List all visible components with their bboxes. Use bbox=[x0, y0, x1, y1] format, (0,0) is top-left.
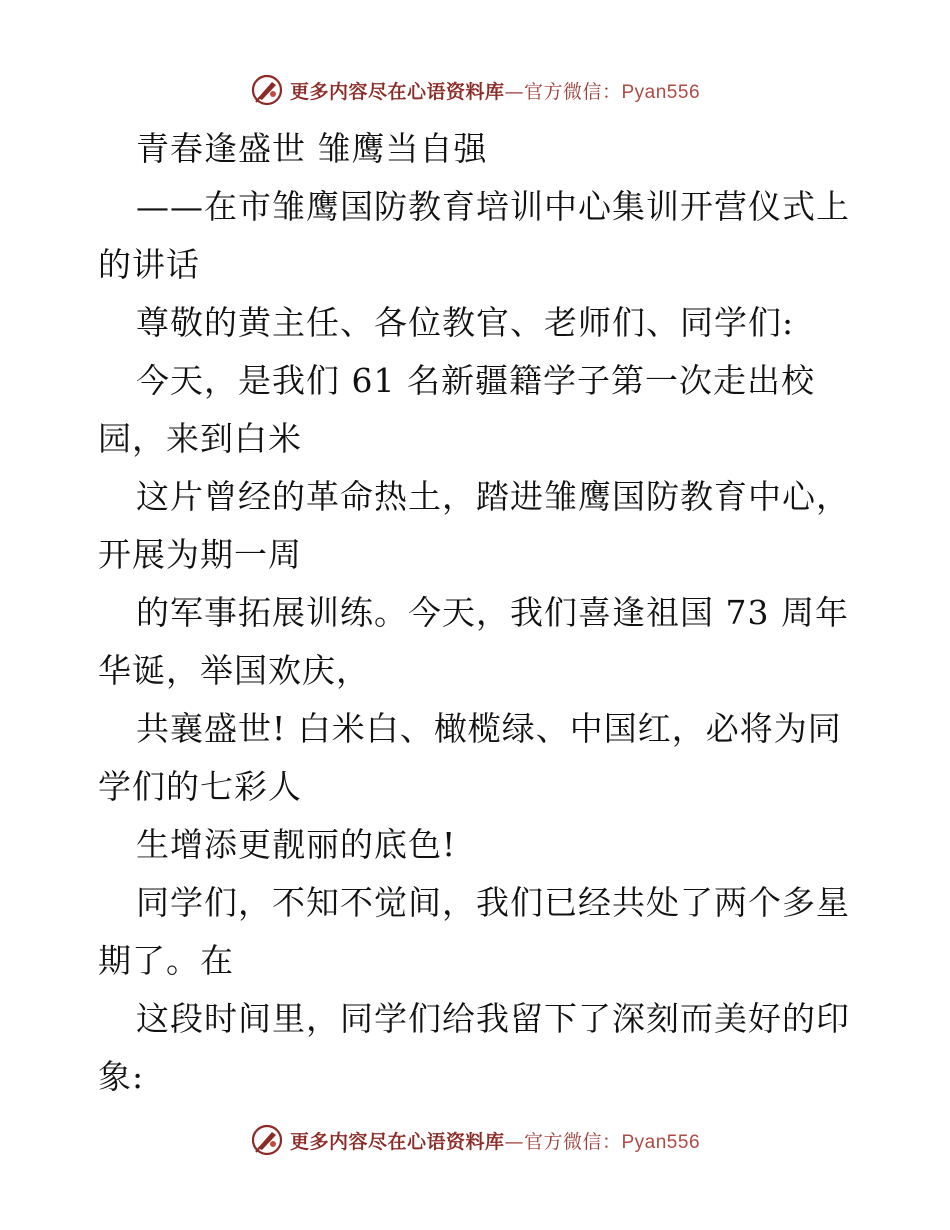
header-wechat-id: Pyan556 bbox=[621, 81, 701, 103]
text-line: 今天，是我们 61 名新疆籍学子第一次走出校 bbox=[136, 361, 815, 400]
footer-main-text: 更多内容尽在心语资料库 bbox=[289, 1130, 505, 1153]
text-line: 园，来到白米 bbox=[98, 419, 302, 458]
text-line: 华诞，举国欢庆， bbox=[98, 651, 370, 690]
quill-logo-icon bbox=[250, 1123, 284, 1157]
text-line: 尊敬的黄主任、各位教官、老师们、同学们: bbox=[136, 303, 795, 342]
text-line: 学们的七彩人 bbox=[98, 767, 302, 806]
quill-logo-icon bbox=[250, 73, 284, 107]
header-wechat-label: 官方微信： bbox=[523, 80, 622, 103]
text-line: 青春逢盛世 雏鹰当自强 bbox=[136, 129, 488, 168]
document-body bbox=[98, 120, 858, 1106]
text-line: 共襄盛世! 白米白、橄榄绿、中国红，必将为同 bbox=[136, 709, 842, 748]
header-banner-text bbox=[290, 77, 700, 104]
header-banner bbox=[0, 70, 950, 110]
header-main-text: 更多内容尽在心语资料库 bbox=[289, 80, 505, 103]
text-line: 这段时间里，同学们给我留下了深刻而美好的印 bbox=[136, 999, 850, 1038]
text-line: 期了。在 bbox=[98, 941, 234, 980]
footer-banner-text bbox=[290, 1127, 700, 1154]
text-line: 象: bbox=[98, 1057, 145, 1096]
header-separator: — bbox=[504, 80, 524, 103]
text-line: 的讲话 bbox=[98, 245, 200, 284]
text-line: 生增添更靓丽的底色! bbox=[136, 825, 457, 864]
footer-banner bbox=[0, 1120, 950, 1160]
footer-wechat-label: 官方微信： bbox=[523, 1130, 622, 1153]
text-line: ——在市雏鹰国防教育培训中心集训开营仪式上 bbox=[136, 187, 850, 226]
footer-separator: — bbox=[504, 1130, 524, 1153]
text-line: 同学们，不知不觉间，我们已经共处了两个多星 bbox=[136, 883, 850, 922]
text-line: 开展为期一周 bbox=[98, 535, 302, 574]
text-line: 的军事拓展训练。今天，我们喜逢祖国 73 周年 bbox=[136, 593, 849, 632]
footer-wechat-id: Pyan556 bbox=[621, 1131, 701, 1153]
text-line: 这片曾经的革命热土，踏进雏鹰国防教育中心， bbox=[136, 477, 850, 516]
